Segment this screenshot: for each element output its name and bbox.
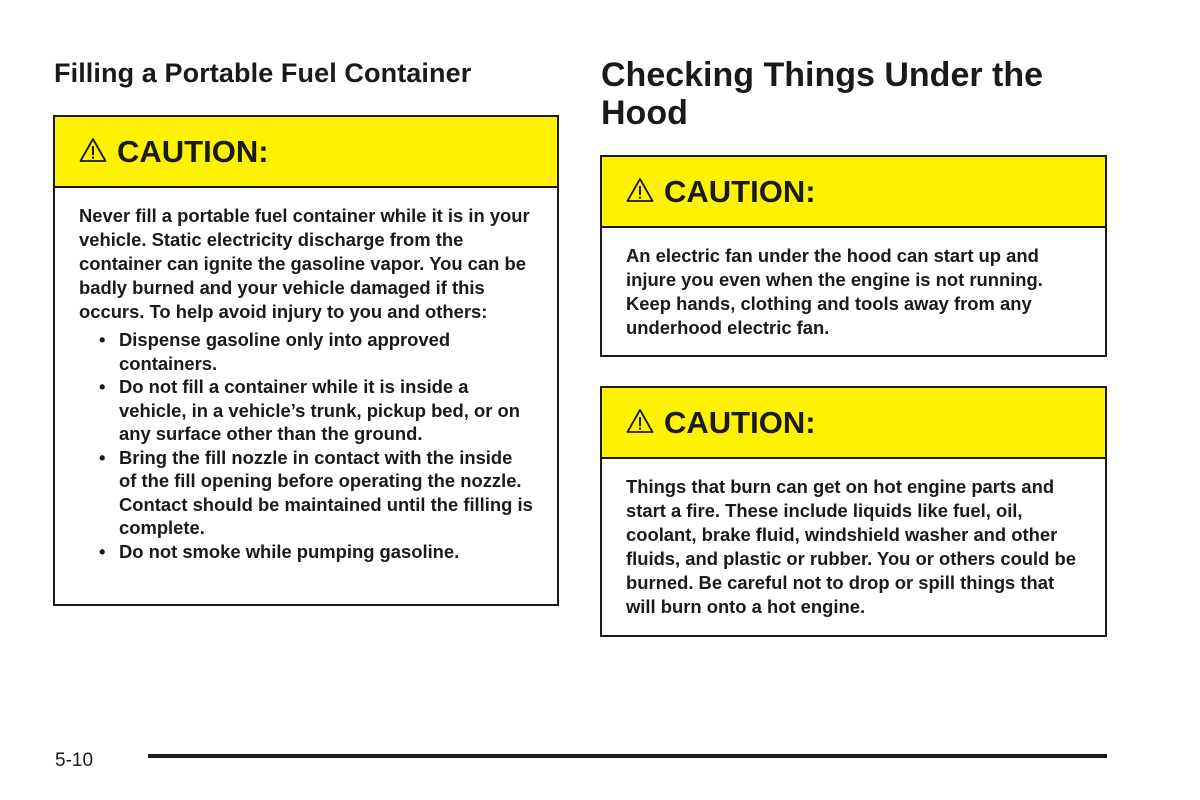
caution-label: CAUTION: <box>664 173 816 209</box>
page-number: 5-10 <box>55 750 94 771</box>
caution-box-electric-fan <box>600 155 1107 357</box>
caution-body <box>602 228 1105 340</box>
caution-box-fire-hazard <box>600 386 1107 637</box>
caution-body <box>55 188 557 563</box>
bullet-item: • Dispense gasoline only into approved containers. <box>79 328 533 375</box>
caution-label: CAUTION: <box>664 404 816 440</box>
bullet-item: • Do not smoke while pumping gasoline. <box>79 540 533 564</box>
warning-triangle-icon <box>79 137 107 163</box>
warning-triangle-icon <box>626 408 654 434</box>
section-heading-fuel-container: Filling a Portable Fuel Container <box>54 58 472 88</box>
section-heading-under-hood: Checking Things Under the Hood <box>601 56 1044 132</box>
caution-intro-text: Never fill a portable fuel container while it is in your vehicle. Static electricity discharge from the container can ignite the gasoline vapor. You can be badly burned and your vehicle damaged if this occurs. To help avoid injury to you and others: <box>79 205 530 322</box>
caution-header <box>602 157 1105 228</box>
caution-header <box>55 117 557 188</box>
caution-text: An electric fan under the hood can start up and injure you even when the engine is not running. Keep hands, clothing and tools away from any underhood electric fan. <box>626 245 1043 338</box>
footer-rule <box>148 754 1107 758</box>
bullet-item: • Do not fill a container while it is inside a vehicle, in a vehicle’s trunk, pickup bed, or on any surface other than the ground. <box>79 375 533 446</box>
caution-box-fuel-container <box>53 115 559 606</box>
warning-triangle-icon <box>626 177 654 203</box>
bullet-item: • Bring the fill nozzle in contact with the inside of the fill opening before operating the nozzle. Contact should be maintained until the filling is complete. <box>79 446 533 540</box>
caution-text: Things that burn can get on hot engine parts and start a fire. These include liquids like fuel, oil, coolant, brake fluid, windshield washer and other fluids, and plastic or rubber. You or others could be burned. Be careful not to drop or spill things that will burn onto a hot engine. <box>626 476 1076 617</box>
caution-label: CAUTION: <box>117 133 269 169</box>
caution-body <box>602 459 1105 619</box>
caution-bullet-list <box>79 328 533 563</box>
caution-header <box>602 388 1105 459</box>
